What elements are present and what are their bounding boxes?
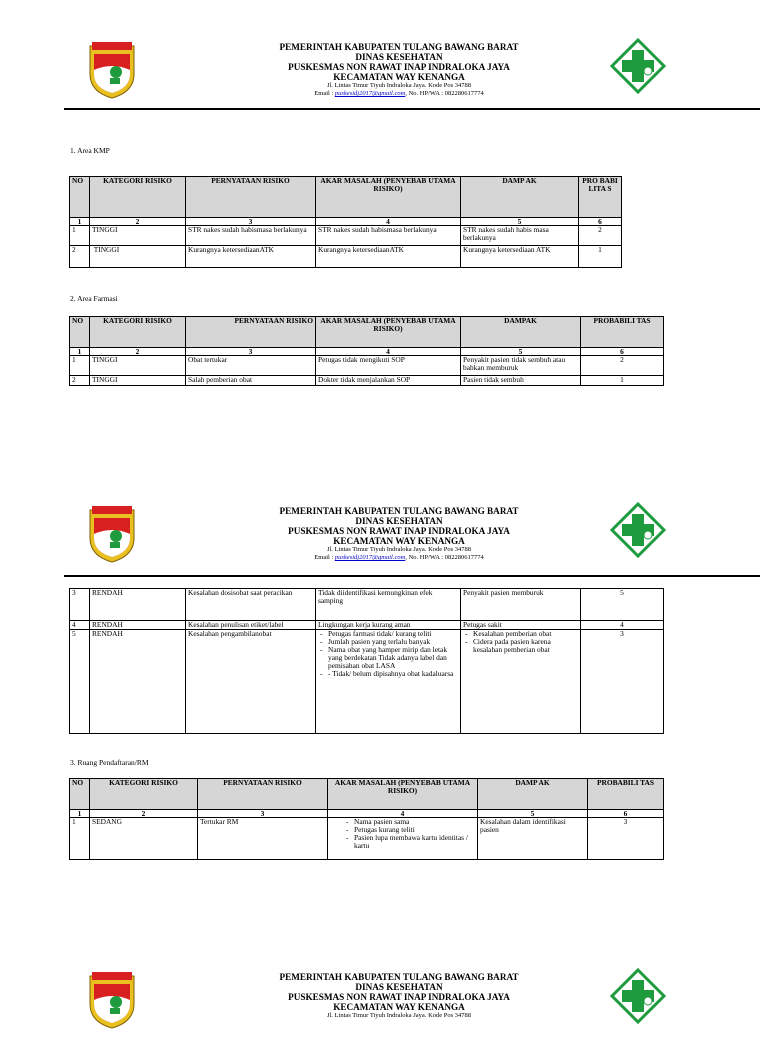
col-dampak: DAMP AK: [461, 177, 579, 218]
col-pernyataan: PERNYATAAN RISIKO: [186, 177, 316, 218]
num-cell: 6: [581, 348, 664, 356]
letterhead-2: [0, 500, 768, 580]
list-item: - Petugas kurang teliti: [354, 826, 475, 834]
regency-logo: [86, 504, 138, 564]
table-row: 4 RENDAH Kesalahan penulisan etiket/label Lingkungan kerja kurang aman Petugas sakit 4: [70, 621, 664, 630]
gov-title: PEMERINTAH KABUPATEN TULANG BAWANG BARAT: [279, 42, 519, 52]
num-cell: 2: [90, 810, 198, 818]
num-cell: 3: [186, 218, 316, 226]
puskesmas-title: PUSKESMAS NON RAWAT INAP INDRALOKA JAYA: [288, 992, 510, 1002]
list-item: - Pasien lupa membawa kartu identitas / kartu: [354, 834, 475, 850]
regency-logo: [86, 970, 138, 1030]
letterhead-1: [0, 36, 768, 116]
address: Jl. Lintas Timur Tiyuh Indraloka Jaya. Kode Pos 34788: [326, 82, 472, 89]
email-link[interactable]: puskesidj2017@gmail.com: [334, 90, 406, 97]
puskesmas-logo: [610, 502, 666, 558]
col-kategori: KATEGORI RISIKO: [90, 177, 186, 218]
list-item: - - Tidak/ belum dipisahnya obat kadaluarsa: [328, 670, 458, 678]
table-row: 1 TINGGI STR nakes sudah habismasa berlakunya STR nakes sudah habismasa berlakunya STR nakes sudah habis masa berlakunya 2: [70, 226, 622, 246]
contact-line: Email : puskesidj2017@gmail.com, No. HP/WA : 082280617774: [314, 90, 484, 97]
root-cause-list: [318, 630, 458, 678]
list-item: - Nama pasien sama: [354, 818, 475, 826]
regency-logo: [86, 40, 138, 100]
section-kmp: 1. Area KMP: [70, 146, 110, 155]
num-cell: 2: [90, 348, 186, 356]
num-cell: 1: [70, 218, 90, 226]
num-cell: 6: [579, 218, 622, 226]
col-no: NO: [70, 177, 90, 218]
table-pendaftaran: NO KATEGORI RISIKO PERNYATAAN RISIKO AKAR MASALAH (PENYEBAB UTAMA RISIKO) DAMP AK PROBABILI TAS 1 2 3 4 5 6 1 SEDANG Tertukar RM - Nama pasien sama - Petugas kurang teliti - Pasien lupa membawa kartu identitas / kartu Kesalahan dalam identifikasi pasien 3: [69, 778, 664, 860]
num-cell: 6: [588, 810, 664, 818]
num-cell: 4: [316, 218, 461, 226]
header-rule: [64, 575, 760, 577]
list-item: - Kesalahan pemberian obat: [473, 630, 578, 638]
root-cause-list: [330, 818, 475, 850]
dept-title: DINAS KESEHATAN: [355, 982, 443, 992]
num-cell: 4: [316, 348, 461, 356]
address: Jl. Lintas Timur Tiyuh Indraloka Jaya. Kode Pos 34788: [326, 1012, 472, 1019]
address: Jl. Lintas Timur Tiyuh Indraloka Jaya. Kode Pos 34788: [326, 546, 472, 553]
col-prob: PRO BABI LITA S: [579, 177, 622, 218]
table-row: 1 TINGGI Obat tertukar Petugas tidak mengikuti SOP Penyakit pasien tidak sembuh atau bahkan memburuk 2: [70, 356, 664, 376]
section-pendaftaran: 3. Ruang Pendaftaran/RM: [70, 758, 149, 767]
list-item: - Petugas farmasi tidak/ kurang teliti: [328, 630, 458, 638]
table-row: 2 TINGGI Kurangnya ketersediaanATK Kurangnya ketersediaanATK Kurangnya ketersediaan ATK 1: [70, 246, 622, 268]
num-cell: 3: [186, 348, 316, 356]
list-item: - Nama obat yang hamper mirip dan letak yang berdekatan Tidak adanya label dan pemisahan obat LASA: [328, 646, 458, 670]
header-rule: [64, 108, 760, 110]
letterhead-3: [0, 966, 768, 1046]
dept-title: DINAS KESEHATAN: [355, 52, 443, 62]
num-cell: 2: [90, 218, 186, 226]
num-cell: 1: [70, 348, 90, 356]
table-row: 5 RENDAH Kesalahan pengambilanobat - Petugas farmasi tidak/ kurang teliti - Jumlah pasien yang terlalu banyak - Nama obat yang hamper mirip dan letak yang berdekatan Tidak adanya label dan pemisahan obat LASA - - Tidak/ belum dipisahnya obat kadaluarsa - Kesalahan pemberian obat - Cidera pada pasien karena kesalahan pemberian obat 3: [70, 630, 664, 734]
num-cell: 5: [461, 348, 581, 356]
num-cell: 5: [461, 218, 579, 226]
puskesmas-title: PUSKESMAS NON RAWAT INAP INDRALOKA JAYA: [288, 62, 510, 72]
table-farmasi-continued: [69, 588, 664, 734]
list-item: - Jumlah pasien yang terlalu banyak: [328, 638, 458, 646]
email-link[interactable]: puskesidj2017@gmail.com: [334, 554, 406, 561]
table-row: 1 SEDANG Tertukar RM - Nama pasien sama - Petugas kurang teliti - Pasien lupa membawa kartu identitas / kartu Kesalahan dalam identifikasi pasien 3: [70, 818, 664, 860]
col-akar: AKAR MASALAH (PENYEBAB UTAMA RISIKO): [316, 177, 461, 218]
table-farmasi: NO KATEGORI RISIKO PERNYATAAN RISIKO AKAR MASALAH (PENYEBAB UTAMA RISIKO) DAMPAK PROBABILI TAS 1 2 3 4 5 6 1 TINGGI Obat tertukar Petugas tidak mengikuti SOP Penyakit pasien tidak sembuh atau bahkan memburuk 2 2 TINGGI Salah pemberian obat Dokter tidak menjalankan SOP Pasien tidak sembuh 1: [69, 316, 664, 386]
puskesmas-logo: [610, 38, 666, 94]
dept-title: DINAS KESEHATAN: [355, 516, 443, 526]
contact-line: Email : puskesidj2017@gmail.com, No. HP/WA : 082280617774: [314, 554, 484, 561]
gov-title: PEMERINTAH KABUPATEN TULANG BAWANG BARAT: [279, 972, 519, 982]
puskesmas-title: PUSKESMAS NON RAWAT INAP INDRALOKA JAYA: [288, 526, 510, 536]
num-cell: 1: [70, 810, 90, 818]
district-title: KECAMATAN WAY KENANGA: [333, 1002, 465, 1012]
section-farmasi: 2. Area Farmasi: [70, 294, 118, 303]
table-row: 3 RENDAH Kesalahan dosisobat saat peracikan Tidak diidentifikasi kemungkinan efek samping Penyakit pasien memburuk 5: [70, 589, 664, 621]
puskesmas-logo: [610, 968, 666, 1024]
gov-title: PEMERINTAH KABUPATEN TULANG BAWANG BARAT: [279, 506, 519, 516]
num-cell: 5: [478, 810, 588, 818]
table-kmp: [69, 176, 622, 268]
district-title: KECAMATAN WAY KENANGA: [333, 72, 465, 82]
num-cell: 4: [328, 810, 478, 818]
district-title: KECAMATAN WAY KENANGA: [333, 536, 465, 546]
list-item: - Cidera pada pasien karena kesalahan pemberian obat: [473, 638, 578, 654]
table-row: 2 TINGGI Salah pemberian obat Dokter tidak menjalankan SOP Pasien tidak sembuh 1: [70, 376, 664, 386]
num-cell: 3: [198, 810, 328, 818]
impact-list: [463, 630, 578, 654]
